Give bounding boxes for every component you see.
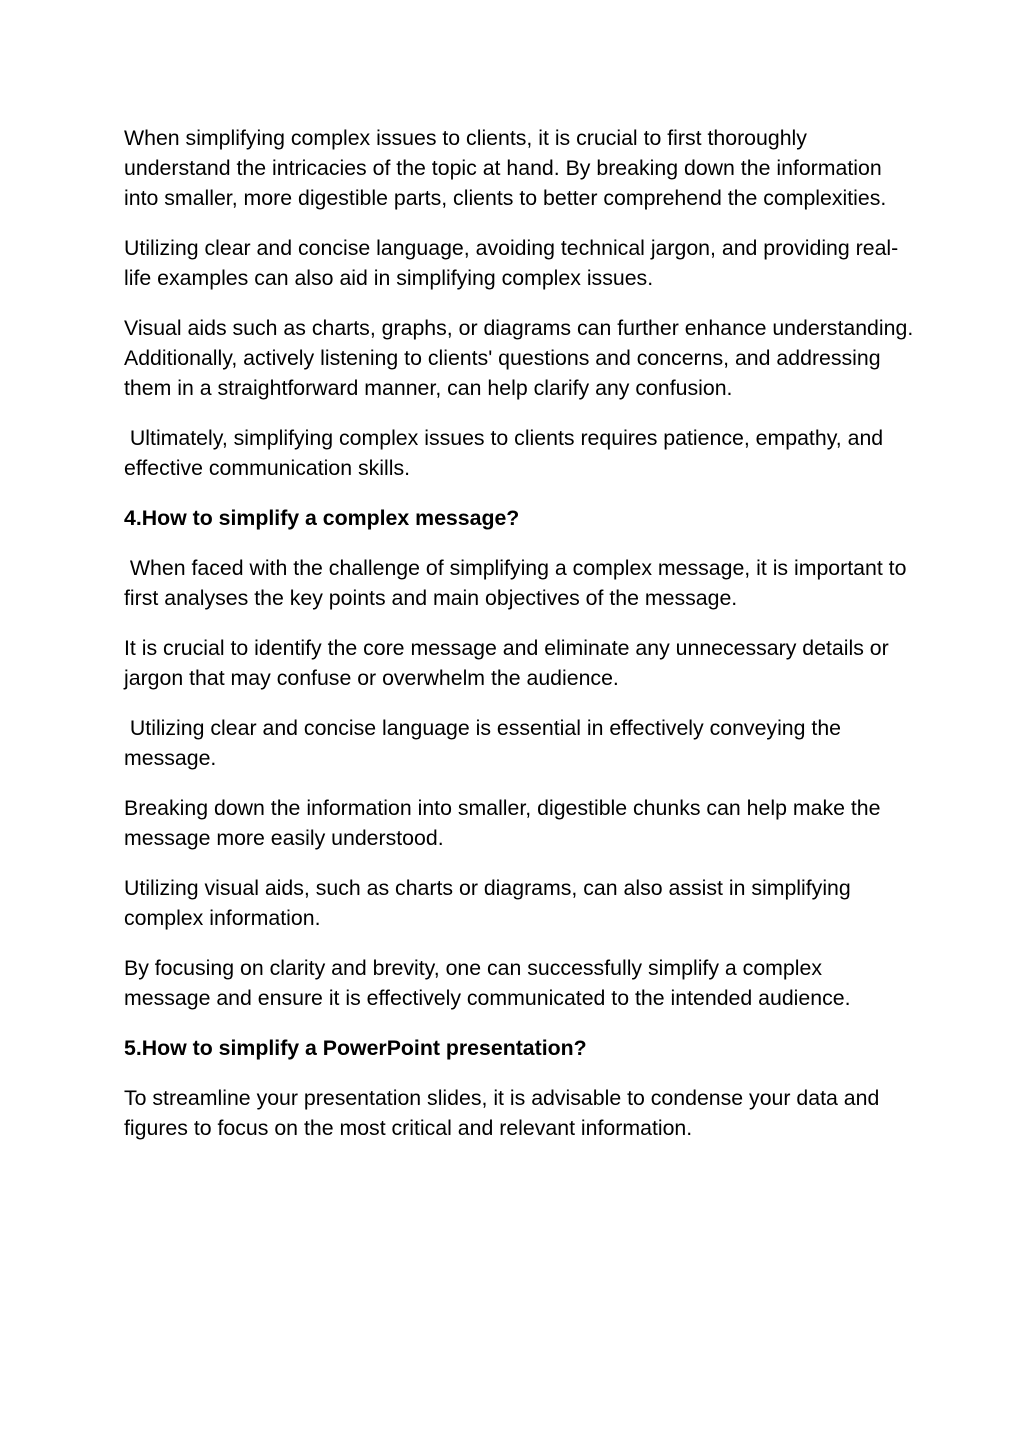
heading-simplify-powerpoint: 5.How to simplify a PowerPoint presentation? [124,1036,587,1060]
paragraph-simplifying-issues: When simplifying complex issues to clients, it is crucial to first thoroughly understand the intricacies of the topic at hand. By breaking down the information into smaller, more digestible parts, clients to better comprehend the complexities. [124,126,888,210]
paragraph-visual-aids: Visual aids such as charts, graphs, or diagrams can further enhance understanding. Additionally, actively listening to clients' questions and concerns, and addressing them in a straightforward manner, can help clarify any confusion. [124,316,918,400]
paragraph-challenge: When faced with the challenge of simplifying a complex message, it is important to first analyses the key points and main objectives of the message. [124,556,913,610]
paragraph-core-message: It is crucial to identify the core message and eliminate any unnecessary details or jargon that may confuse or overwhelm the audience. [124,636,895,690]
paragraph-clarity-brevity: By focusing on clarity and brevity, one can successfully simplify a complex message and ensure it is effectively communicated to the intended audience. [124,956,851,1010]
paragraph-ultimately: Ultimately, simplifying complex issues to clients requires patience, empathy, and effective communication skills. [124,426,890,480]
paragraph-streamline-slides: To streamline your presentation slides, it is advisable to condense your data and figures to focus on the most critical and relevant information. [124,1086,886,1140]
document-page [124,123,918,1163]
paragraph-breaking-down: Breaking down the information into smaller, digestible chunks can help make the message more easily understood. [124,796,887,850]
paragraph-clear-language: Utilizing clear and concise language, avoiding technical jargon, and providing real-life examples can also aid in simplifying complex issues. [124,236,899,290]
paragraph-visual-aids-assist: Utilizing visual aids, such as charts or diagrams, can also assist in simplifying complex information. [124,876,857,930]
paragraph-concise-language: Utilizing clear and concise language is essential in effectively conveying the message. [124,716,847,770]
heading-simplify-message: 4.How to simplify a complex message? [124,506,520,530]
